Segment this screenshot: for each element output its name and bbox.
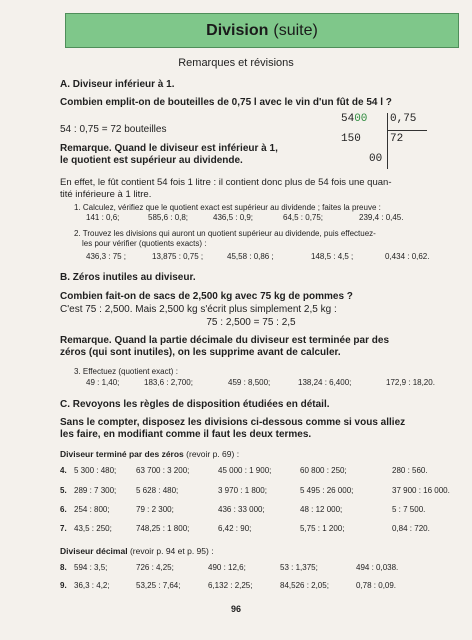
division-vertical-rule bbox=[387, 113, 388, 169]
exercise-row: 4. 5 300 : 480; 63 700 : 3 200; 45 000 : 1 900; 60 800 : 250; 280 : 560. bbox=[60, 466, 428, 475]
section-a-remark-1: Remarque. Quand le diviseur est inférieur à 1, bbox=[60, 143, 278, 154]
page-title: Division bbox=[206, 21, 269, 39]
exercise-3-item: 49 : 1,40; bbox=[86, 378, 120, 387]
section-b-question: Combien fait-on de sacs de 2,500 kg avec 75 kg de pommes ? bbox=[60, 291, 353, 302]
section-b-remark-1: Remarque. Quand la partie décimale du diviseur est terminée par des bbox=[60, 335, 390, 346]
division-dividend: 5400 bbox=[341, 113, 368, 125]
division-quotient: 72 bbox=[390, 133, 404, 145]
section-c-subheading-1: Diviseur terminé par des zéros (revoir p. 69) : bbox=[60, 449, 240, 459]
section-a-question: Combien emplit-on de bouteilles de 0,75 l avec le vin d'un fût de 54 l ? bbox=[60, 97, 392, 108]
section-c-heading: C. Revoyons les règles de disposition étudiées en détail. bbox=[60, 399, 330, 410]
section-a-remark-2: le quotient est supérieur au dividende. bbox=[60, 155, 243, 166]
exercise-1-item: 141 : 0,6; bbox=[86, 213, 120, 222]
exercise-3-item: 172,9 : 18,20. bbox=[386, 378, 435, 387]
exercise-row: 8. 594 : 3,5; 726 : 4,25; 490 : 12,6; 53 : 1,375; 494 : 0,038. bbox=[60, 563, 399, 572]
exercise-2-item: 0,434 : 0,62. bbox=[385, 252, 430, 261]
exercise-row: 5. 289 : 7 300; 5 628 : 480; 3 970 : 1 800; 5 495 : 26 000; 37 900 : 16 000. bbox=[60, 486, 450, 495]
exercise-1-item: 239,4 : 0,45. bbox=[359, 213, 404, 222]
exercise-1-text: 1. Calculez, vérifiez que le quotient exact est supérieur au dividende ; faites la preuve : bbox=[74, 203, 381, 212]
exercise-2-items bbox=[86, 252, 429, 261]
division-horizontal-rule bbox=[387, 130, 427, 131]
section-b-remark-2: zéros (qui sont inutiles), on les supprime avant de calculer. bbox=[60, 347, 341, 358]
division-remainder: 00 bbox=[369, 153, 383, 165]
page-title-suffix: (suite) bbox=[273, 21, 318, 39]
section-c-subheading-2: Diviseur décimal (revoir p. 94 et p. 95) : bbox=[60, 546, 214, 556]
page-number: 96 bbox=[230, 604, 241, 614]
exercise-1-item: 64,5 : 0,75; bbox=[283, 213, 324, 222]
page-title-banner bbox=[65, 13, 459, 48]
exercise-row: 6. 254 : 800; 79 : 2 300; 436 : 33 000; 48 : 12 000; 5 : 7 500. bbox=[60, 505, 426, 514]
division-divisor: 0,75 bbox=[390, 113, 417, 125]
exercise-2-item: 148,5 : 4,5 ; bbox=[311, 252, 354, 261]
exercise-2-item: 13,875 : 0,75 ; bbox=[152, 252, 204, 261]
division-partial: 150 bbox=[341, 133, 361, 145]
subtitle: Remarques et révisions bbox=[178, 57, 294, 69]
section-c-intro-2: les faire, en modifiant comme il faut les deux termes. bbox=[60, 429, 312, 440]
section-a-heading: A. Diviseur inférieur à 1. bbox=[60, 79, 175, 90]
exercise-1-items bbox=[86, 213, 403, 222]
exercise-3-item: 459 : 8,500; bbox=[228, 378, 271, 387]
exercise-1-item: 436,5 : 0,9; bbox=[213, 213, 254, 222]
exercise-2-text-2: les pour vérifier (quotients exacts) : bbox=[82, 239, 207, 248]
exercise-3-item: 183,6 : 2,700; bbox=[144, 378, 193, 387]
exercise-row: 7. 43,5 : 250; 748,25 : 1 800; 6,42 : 90; 5,75 : 1 200; 0,84 : 720. bbox=[60, 524, 430, 533]
section-a-explain-2: tité inférieure à 1 litre. bbox=[60, 189, 152, 200]
exercise-3-items bbox=[86, 378, 435, 387]
exercise-1-item: 585,6 : 0,8; bbox=[148, 213, 189, 222]
exercise-3-item: 138,24 : 6,400; bbox=[298, 378, 352, 387]
exercise-row: 9. 36,3 : 4,2; 53,25 : 7,64; 6,132 : 2,25; 84,526 : 2,05; 0,78 : 0,09. bbox=[60, 581, 397, 590]
long-division-layout bbox=[339, 113, 439, 171]
exercise-2-item: 436,3 : 75 ; bbox=[86, 252, 127, 261]
exercise-2-text-1: 2. Trouvez les divisions qui auront un quotient supérieur au dividende, puis effectuez- bbox=[74, 229, 376, 238]
exercise-3-text: 3. Effectuez (quotient exact) : bbox=[74, 367, 178, 376]
section-a-answer: 54 : 0,75 = 72 bouteilles bbox=[60, 124, 167, 135]
section-b-line-2: 75 : 2,500 = 75 : 2,5 bbox=[206, 317, 296, 328]
exercise-2-item: 45,58 : 0,86 ; bbox=[227, 252, 274, 261]
section-b-heading: B. Zéros inutiles au diviseur. bbox=[60, 272, 196, 283]
section-c-intro-1: Sans le compter, disposez les divisions ci-dessous comme si vous alliez bbox=[60, 417, 406, 428]
section-b-line-1: C'est 75 : 2,500. Mais 2,500 kg s'écrit plus simplement 2,5 kg : bbox=[60, 304, 337, 315]
section-a-explain-1: En effet, le fût contient 54 fois 1 litre : il contient donc plus de 54 fois une quan- bbox=[60, 177, 392, 188]
